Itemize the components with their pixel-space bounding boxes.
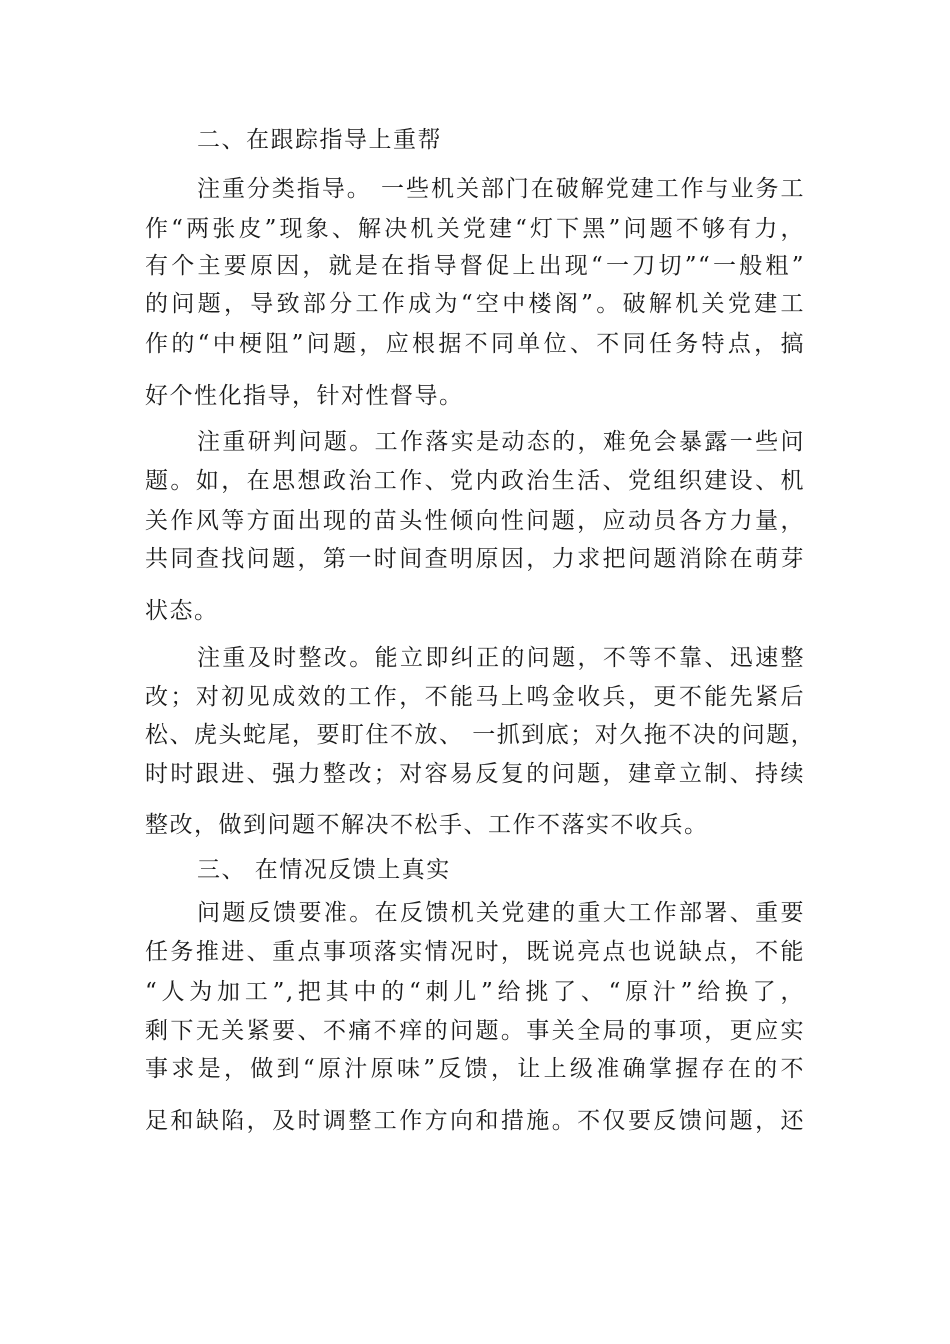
section-heading: 二、在跟踪指导上重帮: [197, 127, 442, 153]
paragraph-line: 注重分类指导。 一些机关部门在破解党建工作与业务工: [197, 176, 805, 202]
paragraph-line: 作“两张皮”现象、解决机关党建“灯下黑”问题不够有力，: [145, 216, 805, 242]
paragraph-line: 作的“中梗阻”问题，应根据不同单位、不同任务特点，搞: [145, 331, 805, 357]
paragraph-line: 任务推进、重点事项落实情况时，既说亮点也说缺点，不能: [145, 939, 805, 965]
paragraph-line: 事求是，做到“原汁原味”反馈，让上级准确掌握存在的不: [145, 1056, 805, 1082]
section-heading: 三、 在情况反馈上真实: [197, 857, 451, 883]
paragraph-line: 整改，做到问题不解决不松手、工作不落实不收兵。: [145, 812, 709, 838]
paragraph-line: 的问题，导致部分工作成为“空中楼阁”。破解机关党建工: [145, 291, 805, 317]
paragraph-line: 关作风等方面出现的苗头性倾向性问题，应动员各方力量，: [145, 508, 805, 534]
paragraph-line: “人为加工”,把其中的“刺儿”给挑了、“原汁”给换了，: [145, 979, 805, 1005]
paragraph-line: 状态。: [145, 598, 219, 624]
paragraph-line: 改；对初见成效的工作，不能马上鸣金收兵，更不能先紧后: [145, 684, 805, 710]
paragraph-line: 松、虎头蛇尾，要盯住不放、 一抓到底；对久拖不决的问题，: [145, 722, 816, 748]
paragraph-line: 时时跟进、强力整改；对容易反复的问题，建章立制、持续: [145, 761, 805, 787]
paragraph-line: 好个性化指导，针对性督导。: [145, 383, 464, 409]
paragraph-line: 问题反馈要准。在反馈机关党建的重大工作部署、重要: [197, 900, 805, 926]
paragraph-line: 注重研判问题。工作落实是动态的，难免会暴露一些问: [197, 429, 805, 455]
paragraph-line: 足和缺陷，及时调整工作方向和措施。不仅要反馈问题，还: [145, 1108, 805, 1134]
paragraph-line: 剩下无关紧要、不痛不痒的问题。事关全局的事项，更应实: [145, 1018, 805, 1044]
paragraph-line: 题。如，在思想政治工作、党内政治生活、党组织建设、机: [145, 468, 805, 494]
paragraph-line: 共同查找问题，第一时间查明原因，力求把问题消除在萌芽: [145, 546, 805, 572]
paragraph-line: 有个主要原因，就是在指导督促上出现“一刀切”“一般粗”: [145, 253, 805, 279]
paragraph-line: 注重及时整改。能立即纠正的问题，不等不靠、迅速整: [197, 645, 805, 671]
